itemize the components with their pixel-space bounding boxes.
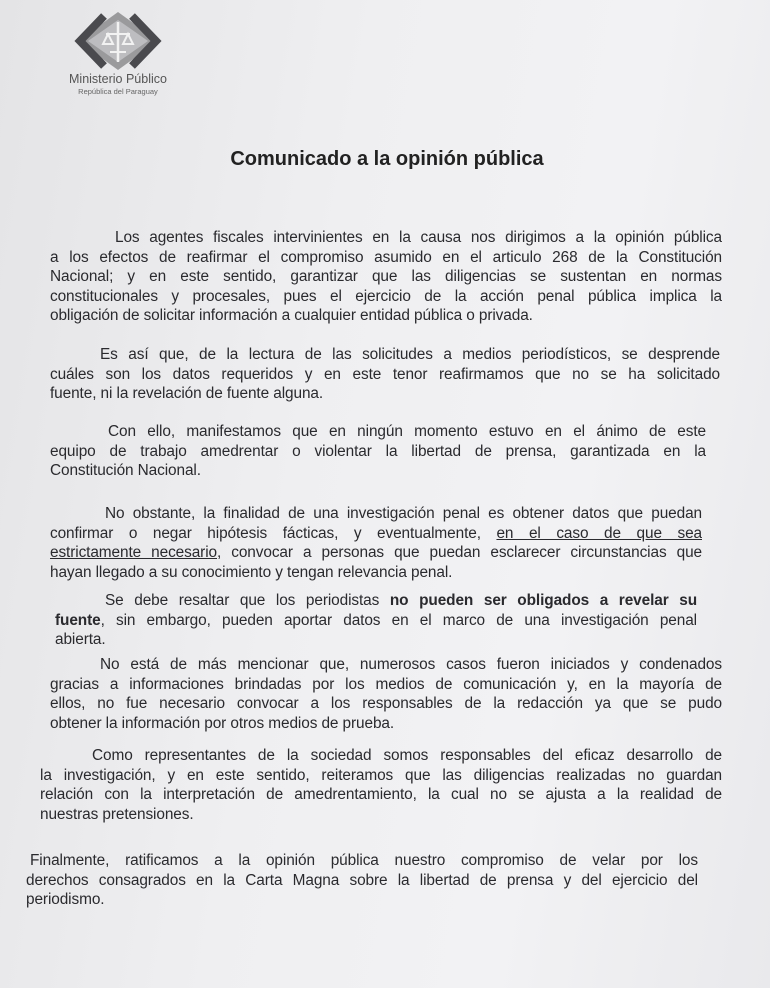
text-line: [50, 422, 706, 442]
text-segment: Los agentes fiscales intervinientes en la causa nos dirigimos a la opinión pública: [115, 229, 722, 246]
text-line: [50, 675, 722, 695]
logo-name: Ministerio Público: [69, 72, 167, 86]
text-segment: obtener la información por otros medios de prueba.: [50, 714, 395, 732]
text-segment: Con ello, manifestamos que en ningún momento estuvo en el ánimo de este: [108, 423, 706, 440]
bold-text: no pueden ser obligados a revelar su: [389, 592, 697, 609]
text-line: [50, 267, 722, 287]
text-segment: Finalmente, ratificamos a la opinión pública nuestro compromiso de velar por los: [30, 852, 698, 869]
text-segment: Constitución Nacional.: [50, 462, 201, 480]
text-line: [50, 524, 702, 544]
text-segment: hayan llegado a su conocimiento y tengan relevancia penal.: [50, 563, 453, 581]
underlined-text: en el caso de que sea: [496, 524, 702, 542]
scales-of-justice-emblem-icon: [74, 10, 162, 72]
text-segment: , convocar a personas que puedan esclarecer circunstancias que: [217, 544, 702, 562]
text-line: [26, 890, 698, 910]
text-segment: constitucionales y procesales, pues el ejercicio de la acción penal pública implica la: [50, 287, 722, 305]
text-line: [50, 543, 702, 563]
text-line: [50, 563, 702, 583]
paragraph: [50, 504, 702, 582]
logo-subtitle: República del Paraguay: [78, 87, 158, 96]
text-segment: derechos consagrados en la Carta Magna sobre la libertad de prensa y del ejercicio del: [26, 871, 698, 889]
text-line: [50, 248, 722, 268]
text-line: [55, 611, 697, 631]
text-segment: , sin embargo, pueden aportar datos en el marco de una investigación penal: [100, 611, 697, 629]
text-line: [50, 694, 722, 714]
text-segment: Nacional; y en este sentido, garantizar que las diligencias se sustentan en normas: [50, 268, 722, 286]
text-line: [40, 805, 722, 825]
text-line: [50, 714, 722, 734]
text-line: [55, 591, 697, 611]
paragraph: [50, 228, 722, 326]
paragraph: [50, 422, 706, 481]
paragraph: [26, 851, 698, 910]
text-line: [50, 306, 722, 326]
text-segment: cuáles son los datos requeridos y en este tenor reafirmamos que no se ha solicitado: [50, 365, 720, 383]
page-title: Comunicado a la opinión pública: [230, 148, 544, 170]
text-segment: nuestras pretensiones.: [40, 805, 194, 823]
text-line: [50, 228, 722, 248]
text-segment: periodismo.: [26, 891, 105, 909]
text-segment: abierta.: [55, 631, 106, 649]
text-segment: Es así que, de la lectura de las solicitudes a medios periodísticos, se desprende: [100, 346, 720, 363]
text-line: [40, 746, 722, 766]
text-segment: relación con la interpretación de amedrentamiento, la cual no se ajusta a la realidad de: [40, 786, 722, 804]
text-segment: a los efectos de reafirmar el compromiso asumido en el articulo 268 de la Constitución: [50, 248, 722, 266]
text-line: [50, 365, 720, 385]
text-line: [40, 785, 722, 805]
text-line: [50, 345, 720, 365]
paragraph: [50, 655, 722, 733]
text-line: [26, 851, 698, 871]
text-segment: Se debe resaltar que los periodistas: [105, 592, 390, 609]
text-segment: fuente, ni la revelación de fuente alguna.: [50, 385, 324, 403]
paragraph: [55, 591, 697, 650]
text-line: [26, 871, 698, 891]
text-segment: ellos, no fue necesario convocar a los responsables de la redacción ya que se pudo: [50, 695, 722, 713]
text-segment: la investigación, y en este sentido, reiteramos que las diligencias realizadas no guardan: [40, 766, 722, 784]
text-segment: confirmar o negar hipótesis fácticas, y eventualmente,: [50, 524, 497, 542]
ministerio-publico-logo: [58, 10, 178, 96]
text-segment: Como representantes de la sociedad somos responsables del eficaz desarrollo de: [92, 747, 722, 764]
text-line: [50, 287, 722, 307]
text-line: [40, 766, 722, 786]
paragraph: [40, 746, 722, 824]
text-line: [50, 384, 720, 404]
text-line: [50, 442, 706, 462]
text-segment: obligación de solicitar información a cualquier entidad pública o privada.: [50, 307, 533, 325]
paragraph: [50, 345, 720, 404]
text-line: [50, 504, 702, 524]
text-line: [50, 461, 706, 481]
text-segment: No está de más mencionar que, numerosos casos fueron iniciados y condenados: [100, 656, 722, 673]
text-segment: No obstante, la finalidad de una investigación penal es obtener datos que puedan: [105, 505, 702, 522]
underlined-text: estrictamente necesario: [50, 544, 217, 562]
text-line: [55, 630, 697, 650]
bold-text: fuente: [55, 611, 101, 629]
text-segment: gracias a informaciones brindadas por los medios de comunicación y, en la mayoría de: [50, 675, 722, 693]
text-segment: equipo de trabajo amedrentar o violentar la libertad de prensa, garantizada en la: [50, 442, 706, 460]
text-line: [50, 655, 722, 675]
